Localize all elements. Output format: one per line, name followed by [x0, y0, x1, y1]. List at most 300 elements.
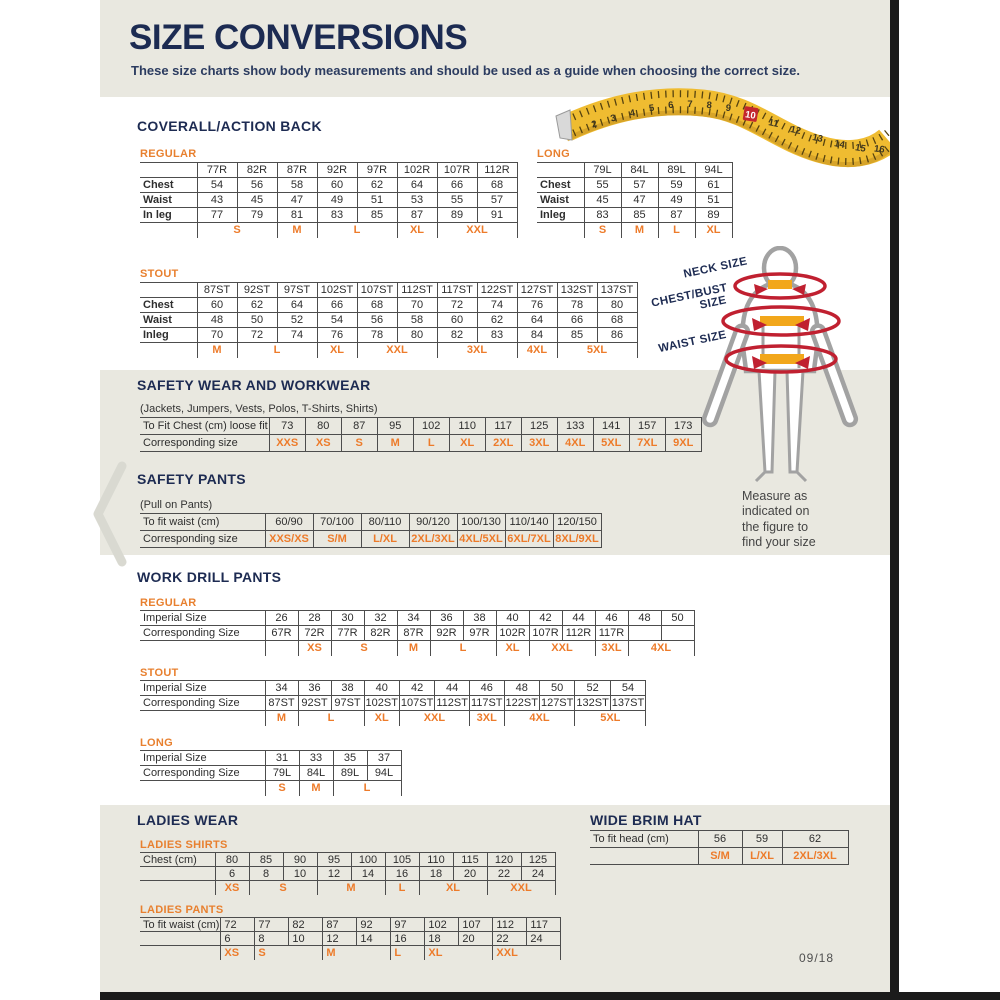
figure-caption: Measure as indicated on the figure to find your size [742, 489, 816, 549]
table-cell: To fit waist (cm) [140, 918, 221, 932]
table-row [140, 343, 637, 358]
table-cell: Corresponding size [140, 435, 269, 452]
table-label-coverall-long: LONG [537, 148, 570, 160]
table-cell: S [249, 881, 317, 895]
table-cell: 68 [357, 298, 397, 313]
table-cell: L [430, 641, 496, 656]
table-cell: 132ST [576, 697, 609, 709]
table-cell: 97R [463, 626, 496, 641]
table-cell: 115 [453, 853, 487, 867]
table-cell: 80 [215, 853, 249, 867]
body-measurement-figure [650, 246, 900, 491]
tape-number: 8 [706, 99, 713, 112]
table-cell [140, 641, 265, 656]
table-cell: 52 [575, 681, 610, 696]
table-cell: 4XL [628, 641, 694, 656]
table-cell: XS [215, 881, 249, 895]
table-row [140, 163, 517, 178]
table-row [140, 853, 555, 867]
table-cell: 62 [237, 298, 277, 313]
tape-number: 13 [811, 132, 824, 146]
table-cell: 100/130 [457, 514, 505, 531]
table-cell: M [377, 435, 413, 452]
table-cell: 89 [437, 208, 477, 223]
table-cell: Corresponding Size [140, 696, 265, 711]
size-table [140, 610, 695, 656]
table-cell: 82 [289, 918, 323, 932]
table-cell: 102 [413, 418, 449, 435]
table-cell: 40 [496, 611, 529, 626]
table-cell: 80 [597, 298, 637, 313]
table-cell: 107 [459, 918, 493, 932]
table-row [590, 831, 848, 848]
table-cell: 5XL [575, 711, 646, 726]
table-cell: 72 [221, 918, 255, 932]
table-cell: XXS [269, 435, 305, 452]
table-cell: 5XL [557, 343, 637, 358]
figure-right-leg [787, 371, 803, 472]
table-cell: 4XL [517, 343, 557, 358]
table-cell: S/M [313, 531, 361, 548]
tape-number: 9 [725, 102, 732, 115]
table-cell: L [391, 946, 425, 960]
table-cell: 6 [215, 867, 249, 881]
table-label-wd-long: LONG [140, 737, 173, 749]
table-row [140, 641, 694, 656]
tape-number: 12 [789, 124, 802, 138]
table-cell: 117 [527, 918, 561, 932]
table-cell: 92R [430, 626, 463, 641]
table-row [140, 867, 555, 881]
table-cell: 45 [237, 193, 277, 208]
table-cell: 48 [504, 681, 539, 696]
table-cell: 87R [397, 626, 430, 641]
table-cell: 122ST [477, 283, 517, 298]
page-right-edge [890, 0, 899, 1000]
table-row [140, 313, 637, 328]
table-cell: 83 [477, 328, 517, 343]
table-cell: XXL [399, 711, 469, 726]
table-cell: 66 [317, 298, 357, 313]
table-cell: 77 [255, 918, 289, 932]
table-cell: 4XL [557, 435, 593, 452]
table-cell: 92 [357, 918, 391, 932]
tape-number: 2 [590, 118, 599, 131]
table-cell: 77R [331, 626, 364, 641]
table-cell: 78 [557, 298, 597, 313]
table-cell: To Fit Chest (cm) loose fit [140, 418, 269, 435]
table-cell: Waist [140, 313, 197, 328]
table-row [140, 611, 694, 626]
neck-band [768, 280, 792, 289]
table-cell: L/XL [361, 531, 409, 548]
table-cell: 112R [562, 626, 595, 641]
table-cell: L/XL [742, 848, 782, 865]
table-row [140, 932, 561, 946]
tape-number: 14 [833, 138, 846, 151]
table-cell: 100 [351, 853, 385, 867]
table-label-wd-regular: REGULAR [140, 597, 197, 609]
size-table [140, 680, 646, 726]
table-cell: 137ST [597, 283, 637, 298]
table-cell: 32 [364, 611, 397, 626]
carousel-prev-arrow[interactable] [84, 458, 134, 570]
table-cell: L [413, 435, 449, 452]
table-cell: L [658, 223, 695, 238]
table-cell: 60 [437, 313, 477, 328]
table-cell: 50 [539, 681, 574, 696]
table-cell: M [621, 223, 658, 238]
table-cell: 87 [658, 208, 695, 223]
table-safety-wear [140, 417, 702, 452]
table-cell: 92ST [237, 283, 277, 298]
table-cell: 92ST [298, 696, 331, 711]
table-row [140, 918, 561, 932]
table-ladies-shirts [140, 852, 556, 895]
table-cell: 73 [269, 418, 305, 435]
table-row [590, 848, 848, 865]
table-cell: 51 [695, 193, 732, 208]
table-cell: M [265, 711, 298, 726]
table-cell: 125 [521, 853, 555, 867]
table-row [140, 531, 601, 548]
table-cell [140, 343, 197, 358]
table-cell [590, 848, 698, 865]
table-cell: 2XL [485, 435, 521, 452]
table-row [140, 881, 555, 895]
size-table [140, 162, 518, 238]
table-cell: L [298, 711, 364, 726]
table-cell: Corresponding Size [140, 626, 265, 641]
section-heading-work-drill: WORK DRILL PANTS [137, 569, 282, 585]
table-cell: XS [305, 435, 341, 452]
table-cell: 60/90 [265, 514, 313, 531]
table-cell: 107ST [357, 283, 397, 298]
table-cell [537, 223, 584, 238]
table-cell: 33 [299, 751, 333, 766]
table-cell [140, 932, 221, 946]
table-cell: 95 [317, 853, 351, 867]
page-bottom-edge [100, 992, 1000, 1000]
table-cell: S [341, 435, 377, 452]
table-cell: 87 [323, 918, 357, 932]
table-cell [661, 626, 694, 641]
table-cell: 173 [665, 418, 701, 435]
table-row [140, 626, 694, 641]
size-table [140, 513, 602, 548]
table-cell: Imperial Size [140, 681, 265, 696]
table-cell: 62 [357, 178, 397, 193]
size-table [140, 917, 561, 960]
table-cell: XXL [437, 223, 517, 238]
table-cell: Chest [140, 298, 197, 313]
table-cell: 53 [397, 193, 437, 208]
table-cell: 112ST [397, 283, 437, 298]
table-cell: 72 [237, 328, 277, 343]
size-table [590, 830, 849, 865]
tape-number: 16 [873, 143, 886, 156]
table-cell: 7XL [629, 435, 665, 452]
table-row [140, 283, 637, 298]
table-cell: 8 [255, 932, 289, 946]
table-cell: 34 [397, 611, 430, 626]
table-cell: 80 [397, 328, 437, 343]
table-cell: 87ST [265, 696, 298, 711]
table-cell: XS [221, 946, 255, 960]
table-cell: XXL [493, 946, 561, 960]
table-cell: 102ST [317, 283, 357, 298]
tape-number: 6 [667, 99, 674, 112]
table-cell: 57 [477, 193, 517, 208]
table-cell: 107R [529, 626, 562, 641]
tape-metal-tip [556, 110, 572, 140]
table-cell: 16 [385, 867, 419, 881]
table-cell: 74 [277, 328, 317, 343]
table-cell: 47 [277, 193, 317, 208]
table-cell: 95 [377, 418, 413, 435]
table-row [140, 418, 701, 435]
table-cell: 85 [249, 853, 283, 867]
table-cell: 87R [277, 163, 317, 178]
table-cell: 120/150 [553, 514, 601, 531]
table-row [537, 193, 732, 208]
table-cell: 92R [317, 163, 357, 178]
table-label-wd-stout: STOUT [140, 667, 179, 679]
table-cell: 2XL/3XL [409, 531, 457, 548]
tape-number: 3 [609, 112, 618, 125]
table-cell: 48 [628, 611, 661, 626]
table-cell: 8 [249, 867, 283, 881]
table-row [140, 946, 561, 960]
table-cell: 67R [265, 626, 298, 641]
table-cell: 127ST [540, 697, 574, 709]
table-cell: 137ST [611, 697, 645, 709]
table-cell: 12 [317, 867, 351, 881]
table-cell: 91 [477, 208, 517, 223]
table-row [140, 435, 701, 452]
table-cell: 4XL/5XL [457, 531, 505, 548]
table-cell: 3XL [437, 343, 517, 358]
table-cell: 49 [658, 193, 695, 208]
table-cell: 48 [197, 313, 237, 328]
table-cell: S [584, 223, 621, 238]
table-cell: To fit waist (cm) [140, 514, 265, 531]
table-safety-pants [140, 513, 602, 548]
section-heading-ladies: LADIES WEAR [137, 812, 239, 828]
table-cell: 18 [425, 932, 459, 946]
table-cell: 60 [317, 178, 357, 193]
table-cell: Chest (cm) [140, 853, 215, 867]
table-cell: 47 [621, 193, 658, 208]
table-cell: XXL [487, 881, 555, 895]
safety-wear-note: (Jackets, Jumpers, Vests, Polos, T-Shirts, Shirts) [140, 403, 378, 415]
table-cell: 4XL [504, 711, 575, 726]
table-cell: 125 [521, 418, 557, 435]
table-cell [628, 626, 661, 641]
table-cell: 20 [453, 867, 487, 881]
table-coverall-regular [140, 162, 518, 238]
table-cell: 84 [517, 328, 557, 343]
table-cell: Imperial Size [140, 611, 265, 626]
table-cell: 112R [477, 163, 517, 178]
table-cell: S [331, 641, 397, 656]
table-cell: 54 [197, 178, 237, 193]
table-wd-long [140, 750, 402, 796]
table-cell: XL [419, 881, 487, 895]
table-cell: 86 [597, 328, 637, 343]
table-cell: 30 [331, 611, 364, 626]
table-cell: 38 [331, 681, 364, 696]
table-label-coverall-stout: STOUT [140, 268, 179, 280]
table-cell: 14 [357, 932, 391, 946]
table-cell [140, 881, 215, 895]
table-cell: 14 [351, 867, 385, 881]
size-table [140, 282, 638, 358]
table-cell: 3XL [469, 711, 504, 726]
table-cell: 90/120 [409, 514, 457, 531]
table-cell: Chest [140, 178, 197, 193]
table-cell: 40 [364, 681, 399, 696]
table-cell: 68 [477, 178, 517, 193]
table-label-ladies-pants: LADIES PANTS [140, 904, 224, 916]
table-cell: 77 [197, 208, 237, 223]
table-cell: 34 [265, 681, 298, 696]
table-cell: 50 [661, 611, 694, 626]
table-cell: 55 [584, 178, 621, 193]
table-cell: 127ST [517, 283, 557, 298]
table-cell: 42 [399, 681, 434, 696]
table-cell: M [397, 641, 430, 656]
table-cell: 83 [584, 208, 621, 223]
table-cell: XS [298, 641, 331, 656]
figure-label-neck: NECK SIZE [682, 255, 749, 281]
table-cell: 87ST [197, 283, 237, 298]
table-cell: 133 [557, 418, 593, 435]
tape-number: 7 [687, 99, 693, 110]
table-cell: S [265, 781, 299, 796]
table-cell: 3XL [521, 435, 557, 452]
table-cell: 85 [557, 328, 597, 343]
figure-right-arm [810, 324, 857, 427]
table-cell: L [385, 881, 419, 895]
page-footer-date: 09/18 [799, 951, 835, 965]
table-cell: Inleg [140, 328, 197, 343]
table-cell: 55 [437, 193, 477, 208]
table-row [140, 711, 646, 726]
table-cell: 132ST [557, 283, 597, 298]
table-cell [537, 163, 584, 178]
table-cell: 76 [317, 328, 357, 343]
table-cell: 46 [595, 611, 628, 626]
table-cell [140, 946, 221, 960]
table-cell: XXS/XS [265, 531, 313, 548]
table-cell: 44 [562, 611, 595, 626]
table-cell: 12 [323, 932, 357, 946]
table-cell: 83 [317, 208, 357, 223]
table-cell: 97 [391, 918, 425, 932]
table-cell: 54 [610, 681, 645, 696]
table-cell: 78 [357, 328, 397, 343]
table-cell: 16 [391, 932, 425, 946]
table-cell: 35 [333, 751, 367, 766]
table-cell: 80 [305, 418, 341, 435]
table-row [140, 681, 646, 696]
table-cell: 64 [277, 298, 317, 313]
table-cell: 24 [527, 932, 561, 946]
table-cell: 26 [265, 611, 298, 626]
table-cell: 38 [463, 611, 496, 626]
table-cell: M [299, 781, 333, 796]
table-row [140, 328, 637, 343]
table-row [537, 163, 732, 178]
table-cell: 61 [695, 178, 732, 193]
figure-feet [756, 472, 806, 481]
table-cell: 112ST [436, 697, 468, 709]
table-ladies-pants [140, 917, 561, 960]
table-cell: XL [425, 946, 493, 960]
table-wd-stout [140, 680, 646, 726]
table-cell: 59 [658, 178, 695, 193]
table-cell: 70 [397, 298, 437, 313]
table-cell: 10 [289, 932, 323, 946]
table-label-coverall-regular: REGULAR [140, 148, 197, 160]
table-cell [140, 223, 197, 238]
table-cell: XL [364, 711, 399, 726]
table-cell: 94L [367, 766, 401, 781]
table-cell: 84L [621, 163, 658, 178]
table-cell: 117ST [470, 697, 503, 709]
table-row [537, 178, 732, 193]
table-wide-brim-hat [590, 830, 849, 865]
table-cell: 66 [557, 313, 597, 328]
figure-label-waist: WAIST SIZE [657, 328, 728, 356]
table-cell: 102 [425, 918, 459, 932]
table-cell: 24 [521, 867, 555, 881]
table-cell: 51 [357, 193, 397, 208]
table-cell: 82R [364, 626, 397, 641]
table-cell: 50 [237, 313, 277, 328]
table-cell: 43 [197, 193, 237, 208]
table-cell [140, 867, 215, 881]
table-cell: 85 [621, 208, 658, 223]
table-cell [140, 781, 265, 796]
table-cell: 2XL/3XL [782, 848, 848, 865]
table-cell: 44 [435, 681, 470, 696]
table-cell: 68 [597, 313, 637, 328]
table-cell: 56 [698, 831, 742, 848]
table-label-ladies-shirts: LADIES SHIRTS [140, 839, 228, 851]
table-cell [140, 711, 265, 726]
table-cell: 18 [419, 867, 453, 881]
table-cell: 31 [265, 751, 299, 766]
table-cell: 82 [437, 328, 477, 343]
table-cell: 89L [658, 163, 695, 178]
table-row [140, 178, 517, 193]
table-cell: L [237, 343, 317, 358]
table-cell: XL [397, 223, 437, 238]
table-cell: 58 [277, 178, 317, 193]
table-cell: M [197, 343, 237, 358]
table-cell: L [317, 223, 397, 238]
table-cell: 36 [430, 611, 463, 626]
table-cell: 20 [459, 932, 493, 946]
table-cell: 157 [629, 418, 665, 435]
table-cell: 46 [469, 681, 504, 696]
table-cell: Corresponding Size [140, 766, 265, 781]
table-row [140, 766, 401, 781]
table-cell: 80/110 [361, 514, 409, 531]
table-cell: 84L [299, 766, 333, 781]
